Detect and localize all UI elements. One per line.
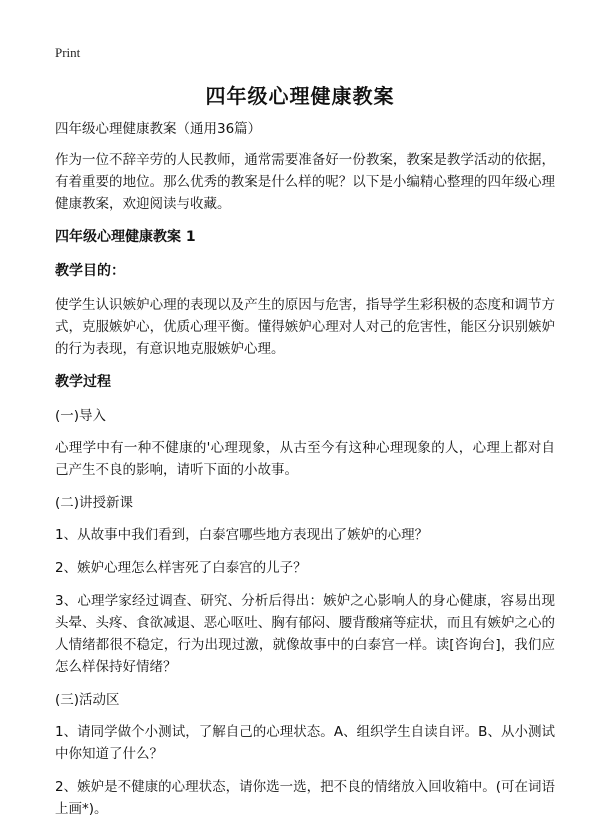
process-heading: 教学过程	[55, 374, 111, 390]
activity-2: 2、嫉妒是不健康的心理状态，请你选一选，把不良的情绪放入回收箱中。(可在词语上画*)。	[55, 779, 555, 817]
question-2: 2、嫉妒心理怎么样害死了白泰宫的儿子？	[55, 560, 307, 576]
step-intro-label: (一)导入	[55, 408, 107, 424]
step-intro-paragraph: 心理学中有一种不健康的'心理现象，从古至今有这种心理现象的人，心理上都对自己产生不良的影响，请听下面的小故事。	[55, 440, 555, 478]
section-heading: 四年级心理健康教案 1	[55, 229, 196, 245]
document-body	[55, 118, 555, 831]
goal-heading: 教学目的：	[55, 263, 125, 279]
intro-paragraph: 作为一位不辞辛劳的人民教师，通常需要准备好一份教案，教案是教学活动的依据，有着重要的地位。那么优秀的教案是什么样的呢？以下是小编精心整理的四年级心理健康教案，欢迎阅读与收藏。	[55, 152, 555, 212]
page-title: 四年级心理健康教案	[205, 84, 395, 108]
print-link[interactable]: Print	[55, 45, 81, 60]
activity-1: 1、请同学做个小测试，了解自己的心理状态。A、组织学生自读自评。B、从小测试中你知道了什么？	[55, 724, 555, 762]
goal-paragraph: 使学生认识嫉妒心理的表现以及产生的原因与危害，指导学生彩积极的态度和调节方式，克服嫉妒心，优质心理平衡。懂得嫉妒心理对人对己的危害性，能区分识别嫉妒的行为表现，有意识地克服嫉妒心理。	[55, 297, 555, 357]
document-subtitle: 四年级心理健康教案（通用36篇）	[55, 121, 262, 137]
question-1: 1、从故事中我们看到，白泰宫哪些地方表现出了嫉妒的心理？	[55, 527, 429, 543]
step-lesson-label: (二)讲授新课	[55, 495, 134, 511]
step-activity-label: (三)活动区	[55, 692, 120, 708]
question-3: 3、心理学家经过调查、研究、分析后得出：嫉妒之心影响人的身心健康，容易出现头晕、头疼、食欲减退、恶心呕吐、胸有郁闷、腰背酸痛等症状，而且有嫉妒之心的人情绪都很不稳定，行为出现过激，就像故事中的白泰宫一样。读[咨询台]，我们应怎么样保持好情绪？	[55, 593, 555, 675]
